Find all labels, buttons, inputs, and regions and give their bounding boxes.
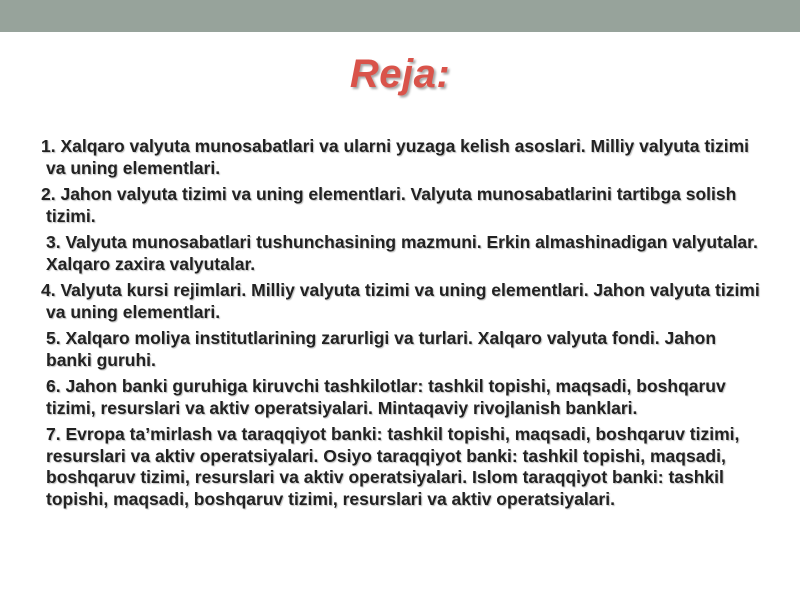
- plan-item-4: 4. Valyuta kursi rejimlari. Milliy valyuta tizimi va uning elementlari. Jahon valyuta tizimi va uning elementlari.: [41, 280, 760, 322]
- slide-title: Reja:: [349, 52, 451, 96]
- plan-item-6: 6. Jahon banki guruhiga kiruvchi tashkilotlar: tashkil topishi, maqsadi, boshqaruv tizimi, resurslari va aktiv operatsiyalari. Mintaqaviy rivojlanish banklari.: [46, 376, 726, 418]
- plan-item-7: 7. Evropa ta’mirlash va taraqqiyot banki: tashkil topishi, maqsadi, boshqaruv tizimi, resurslari va aktiv operatsiyalari. Osiyo taraqqiyot banki: tashkil topishi, maqsadi, boshqaruv tizimi, resurslari va aktiv operatsiyalari. Islom taraqqiyot banki: tashkil topishi, maqsadi, boshqaruv tizimi, resurslari va aktiv operatsiyalari.: [46, 424, 740, 509]
- plan-item-5: 5. Xalqaro moliya institutlarining zarurligi va turlari. Xalqaro valyuta fondi. Jahon banki guruhi.: [46, 328, 717, 370]
- top-decorative-bar: [0, 0, 800, 32]
- plan-list: [38, 136, 763, 515]
- plan-item-2: 2. Jahon valyuta tizimi va uning elementlari. Valyuta munosabatlarini tartibga solish tizimi.: [41, 184, 737, 226]
- plan-item-3: 3. Valyuta munosabatlari tushunchasining mazmuni. Erkin almashinadigan valyutalar. Xalqaro zaxira valyutalar.: [46, 232, 758, 274]
- plan-item-1: 1. Xalqaro valyuta munosabatlari va ularni yuzaga kelish asoslari. Milliy valyuta tizimi va uning elementlari.: [41, 136, 750, 178]
